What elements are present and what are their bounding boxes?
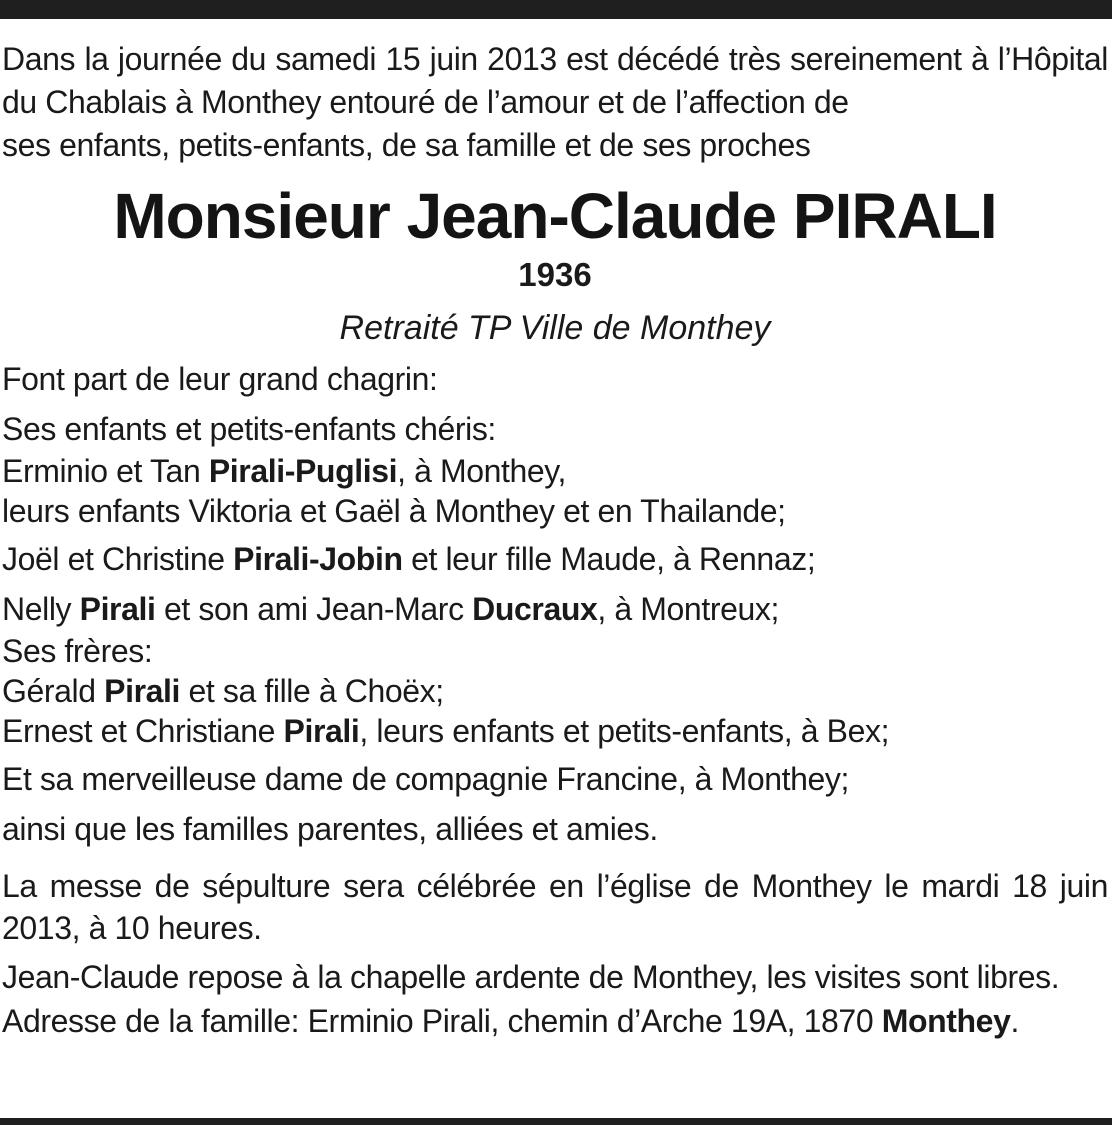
family-member-line: Joël et Christine Pirali-Jobin et leur fille Maude, à Rennaz;: [2, 541, 816, 577]
surname: Pirali: [283, 713, 360, 749]
family-member-line: Ernest et Christiane Pirali, leurs enfants et petits-enfants, à Bex;: [2, 713, 890, 749]
chapel-line: Jean-Claude repose à la chapelle ardente de Monthey, les visites sont libres.: [2, 959, 1060, 995]
obituary-notice: [2, 38, 1108, 1043]
family-member-line: leurs enfants Viktoria et Gaël à Monthey et en Thailande;: [2, 493, 786, 529]
address-city: Monthey: [881, 1003, 1011, 1039]
deceased-name: Monsieur Jean-Claude PIRALI: [113, 180, 997, 252]
surname: Pirali: [79, 591, 156, 627]
birth-year: 1936: [518, 256, 592, 293]
companion-line: Et sa merveilleuse dame de compagnie Francine, à Monthey;: [2, 761, 849, 797]
intro-last-line: ses enfants, petits-enfants, de sa famille et de ses proches: [2, 127, 811, 163]
top-rule: [0, 0, 1112, 19]
family-member-line: Gérald Pirali et sa fille à Choëx;: [2, 673, 444, 709]
family-address: Adresse de la famille: Erminio Pirali, chemin d’Arche 19A, 1870 Monthey.: [2, 1003, 1019, 1039]
bottom-rule: [0, 1118, 1112, 1125]
intro-paragraph: [2, 38, 1108, 167]
surname: Ducraux: [472, 591, 598, 627]
children-heading: Ses enfants et petits-enfants chéris:: [2, 411, 496, 447]
surname: Pirali-Puglisi: [208, 453, 398, 489]
announcement-line: Font part de leur grand chagrin:: [2, 361, 438, 397]
surname: Pirali-Jobin: [233, 541, 403, 577]
mass-paragraph: La messe de sépulture sera célébrée en l’église de Monthey le mardi 18 juin 2013, à 10 heures.: [2, 868, 1108, 946]
others-line: ainsi que les familles parentes, alliées et amies.: [2, 811, 658, 847]
surname: Pirali: [104, 673, 181, 709]
family-member-line: Nelly Pirali et son ami Jean-Marc Ducraux, à Montreux;: [2, 591, 779, 627]
family-member-line: Erminio et Tan Pirali-Puglisi, à Monthey,: [2, 453, 567, 489]
intro-text: Dans la journée du samedi 15 juin 2013 est décédé très sereinement à l’Hôpital du Chablais à Monthey entouré de l’amour et de l’affection de: [2, 41, 1108, 120]
occupation: Retraité TP Ville de Monthey: [339, 309, 771, 347]
siblings-heading: Ses frères:: [2, 633, 153, 669]
